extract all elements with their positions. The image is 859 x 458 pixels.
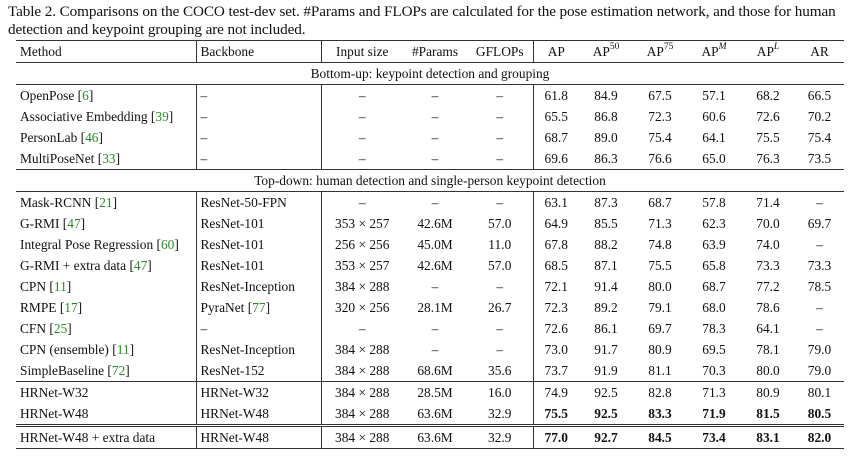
ap-cell: 68.5 — [544, 257, 568, 273]
header-ap: AP — [533, 41, 579, 63]
method-citation: 33 — [102, 150, 116, 166]
backbone-name: – — [200, 150, 208, 166]
method-cell: MultiPoseNet [33] — [16, 148, 196, 170]
method-name: G-RMI + extra data — [20, 257, 127, 273]
ar-cell: 78.5 — [807, 278, 832, 294]
gflops-cell: 57.0 — [467, 213, 533, 234]
gflops-cell: 32.9 — [467, 426, 533, 449]
ap75-cell: 81.1 — [648, 362, 672, 378]
apm-cell: 62.3 — [702, 215, 726, 231]
ap-cell: 77.0 — [533, 426, 579, 449]
method-name: HRNet-W32 — [20, 384, 89, 400]
ap75-cell: 69.7 — [648, 320, 672, 336]
gflops-cell: 32.9 — [467, 403, 533, 426]
ar-cell: 73.5 — [807, 150, 832, 166]
apl-cell: 78.6 — [756, 299, 780, 315]
apm-cell: 60.6 — [702, 108, 726, 124]
table-row — [16, 234, 844, 255]
ap50-cell: 86.8 — [594, 108, 618, 124]
params-cell: – — [431, 320, 439, 336]
method-citation: 11 — [53, 278, 67, 294]
ap75-cell: 68.7 — [648, 194, 672, 210]
ap50-cell: 88.2 — [594, 236, 618, 252]
backbone-name: HRNet-W48 — [200, 429, 269, 445]
backbone-name: – — [200, 108, 208, 124]
gflops-cell: – — [467, 85, 533, 107]
ar-cell: 80.5 — [807, 405, 832, 421]
table-row — [16, 339, 844, 360]
input-size-cell: 384 × 288 — [335, 278, 390, 294]
backbone-cell — [196, 339, 321, 360]
method-cell: OpenPose [6] — [16, 85, 196, 107]
method-cell: SimpleBaseline [72] — [16, 360, 196, 382]
method-cell: PersonLab [46] — [16, 127, 196, 148]
ar-cell: 82.0 — [795, 426, 844, 449]
apl-cell: 73.3 — [756, 257, 780, 273]
apl-cell: 70.0 — [756, 215, 780, 231]
method-cell — [16, 382, 196, 404]
method-name: CPN — [20, 278, 47, 294]
table-row — [16, 148, 844, 170]
method-name: HRNet-W48 — [20, 405, 89, 421]
params-cell: 28.5M — [403, 382, 467, 404]
method-name: OpenPose — [20, 87, 75, 103]
gflops-cell: 26.7 — [467, 297, 533, 318]
table-row — [16, 213, 844, 234]
input-size-cell: – — [358, 87, 366, 103]
apm-cell: 69.5 — [702, 341, 726, 357]
backbone-name: ResNet-Inception — [200, 341, 295, 357]
input-size-cell: 384 × 288 — [335, 405, 390, 421]
ar-cell: 75.4 — [807, 129, 832, 145]
header-backbone: Backbone — [196, 41, 321, 63]
apl-cell: 78.1 — [756, 341, 780, 357]
ap50-cell: 89.2 — [594, 299, 618, 315]
method-name: CFN — [20, 320, 47, 336]
ap75-cell: 80.9 — [648, 341, 672, 357]
apm-cell: 65.8 — [702, 257, 726, 273]
ar-cell: – — [816, 236, 823, 252]
method-citation: 47 — [67, 215, 81, 231]
apm-cell: 78.3 — [702, 320, 726, 336]
gflops-cell: – — [467, 148, 533, 170]
input-size-cell: – — [358, 129, 366, 145]
backbone-cell — [196, 360, 321, 382]
params-cell: – — [431, 194, 439, 210]
ap50-cell: 92.7 — [579, 426, 633, 449]
ar-cell: 70.2 — [807, 108, 832, 124]
apm-cell: 71.3 — [687, 382, 741, 404]
ap75-cell: 75.4 — [648, 129, 672, 145]
backbone-cell — [196, 106, 321, 127]
backbone-cell — [196, 318, 321, 339]
ap-cell: 72.3 — [544, 299, 568, 315]
method-cell: Associative Embedding [39] — [16, 106, 196, 127]
header-method: Method — [16, 41, 196, 63]
ap50-cell: 92.5 — [594, 405, 618, 421]
ap-cell: 72.1 — [544, 278, 568, 294]
backbone-name: ResNet-101 — [200, 236, 265, 252]
method-name: RMPE — [20, 299, 57, 315]
ap-cell: 63.1 — [544, 194, 568, 210]
table-body — [16, 63, 844, 449]
gflops-cell: – — [467, 127, 533, 148]
ap50-cell: 92.5 — [579, 382, 633, 404]
ap75-cell: 67.5 — [648, 87, 672, 103]
method-citation: 72 — [111, 362, 126, 378]
params-cell: – — [431, 87, 439, 103]
ap50-cell: 91.9 — [594, 362, 618, 378]
apl-cell: 83.1 — [741, 426, 795, 449]
method-citation: 21 — [99, 194, 113, 210]
ap75-cell: 83.3 — [648, 405, 672, 421]
section-header-row — [16, 170, 844, 192]
apl-cell: 77.2 — [756, 278, 780, 294]
apl-cell: 71.4 — [756, 194, 780, 210]
table-caption: Table 2. Comparisons on the COCO test-dev set. #Params and FLOPs are calculated for the pose estimation network, and those for human detection and keypoint grouping are not included. — [8, 3, 836, 38]
table-row — [16, 127, 844, 148]
backbone-name: ResNet-50-FPN — [200, 194, 287, 210]
apl-cell: 75.5 — [756, 129, 780, 145]
table-row — [16, 318, 844, 339]
method-citation: 39 — [155, 108, 169, 124]
backbone-name: ResNet-Inception — [200, 278, 295, 294]
method-citation: 17 — [64, 299, 78, 315]
table-row — [16, 403, 844, 426]
apl-cell: 81.5 — [756, 405, 780, 421]
ar-cell: 66.5 — [807, 87, 832, 103]
params-cell: 42.6M — [417, 215, 453, 231]
backbone-cell — [196, 127, 321, 148]
method-cell: CPN [11] — [16, 276, 196, 297]
section-header-row — [16, 63, 844, 85]
ap-cell: 75.5 — [544, 405, 568, 421]
params-cell: 63.6M — [417, 405, 453, 421]
method-name: PersonLab — [20, 129, 78, 145]
ap75-cell: 82.8 — [633, 382, 687, 404]
params-cell: 42.6M — [417, 257, 453, 273]
ap50-cell: 84.9 — [594, 87, 618, 103]
input-size-cell: 256 × 256 — [335, 236, 390, 252]
gflops-cell: – — [467, 192, 533, 214]
method-cell: G-RMI + extra data [47] — [16, 255, 196, 276]
method-name: CPN (ensemble) — [20, 341, 109, 357]
apm-cell: 68.7 — [702, 278, 726, 294]
backbone-cell — [196, 382, 321, 404]
input-size-cell: 353 × 257 — [335, 215, 390, 231]
table-row — [16, 382, 844, 404]
ar-cell: 80.1 — [795, 382, 844, 404]
header-params: #Params — [403, 41, 467, 63]
input-size-cell: – — [358, 108, 366, 124]
apl-cell: 72.6 — [756, 108, 780, 124]
backbone-cell — [196, 148, 321, 170]
backbone-cell — [196, 426, 321, 449]
input-size-cell: 384 × 288 — [335, 341, 390, 357]
backbone-name: ResNet-101 — [200, 215, 265, 231]
ar-cell: – — [816, 299, 823, 315]
ap75-cell: 76.6 — [648, 150, 672, 166]
ap-cell: 74.9 — [533, 382, 579, 404]
input-size-cell: – — [358, 150, 366, 166]
gflops-cell: – — [467, 339, 533, 360]
method-name: G-RMI — [20, 215, 60, 231]
section-title: Top-down: human detection and single-person keypoint detection — [16, 170, 844, 192]
method-cell: Integral Pose Regression [60] — [16, 234, 196, 255]
params-cell: 63.6M — [403, 426, 467, 449]
backbone-name: – — [200, 129, 208, 145]
method-cell — [16, 426, 196, 449]
gflops-cell: – — [467, 318, 533, 339]
apm-cell: 63.9 — [702, 236, 726, 252]
backbone-cell: PyraNet [77] — [196, 297, 321, 318]
gflops-cell: – — [467, 106, 533, 127]
backbone-name: ResNet-152 — [200, 362, 265, 378]
header-ap50: AP$^{50}$ — [579, 41, 633, 63]
method-cell: CPN (ensemble) [11] — [16, 339, 196, 360]
ap50-cell: 86.1 — [594, 320, 618, 336]
table-header-row — [16, 41, 844, 63]
ar-cell: – — [816, 194, 823, 210]
apl-cell: 80.9 — [741, 382, 795, 404]
backbone-cell — [196, 403, 321, 426]
gflops-cell: 57.0 — [467, 255, 533, 276]
method-name: MultiPoseNet — [20, 150, 95, 166]
params-cell: 45.0M — [417, 236, 453, 252]
ap75-cell: 72.3 — [648, 108, 672, 124]
params-cell: – — [431, 278, 439, 294]
table-row — [16, 192, 844, 214]
backbone-name: ResNet-101 — [200, 257, 265, 273]
method-citation: 60 — [160, 236, 175, 252]
ap75-cell: 79.1 — [648, 299, 672, 315]
table-row — [16, 360, 844, 382]
gflops-cell: – — [467, 276, 533, 297]
backbone-cell — [196, 255, 321, 276]
table-row — [16, 255, 844, 276]
method-cell — [16, 403, 196, 426]
table-row — [16, 426, 844, 449]
method-name: SimpleBaseline — [20, 362, 105, 378]
ap75-cell: 80.0 — [648, 278, 672, 294]
ar-cell: 69.7 — [807, 215, 832, 231]
backbone-name: HRNet-W32 — [200, 384, 269, 400]
ap-cell: 68.7 — [544, 129, 568, 145]
table-row — [16, 297, 844, 318]
input-size-cell: 384 × 288 — [321, 426, 403, 449]
ap-cell: 69.6 — [544, 150, 568, 166]
header-gflops: GFLOPs — [467, 41, 533, 63]
apl-cell: 68.2 — [756, 87, 780, 103]
comparison-table — [16, 40, 844, 449]
backbone-name: HRNet-W48 — [200, 405, 269, 421]
params-cell: – — [431, 150, 439, 166]
ap-cell: 72.6 — [544, 320, 568, 336]
method-name: Mask-RCNN — [20, 194, 92, 210]
gflops-cell: 11.0 — [467, 234, 533, 255]
method-cell: G-RMI [47] — [16, 213, 196, 234]
backbone-name: – — [200, 320, 208, 336]
apl-cell: 74.0 — [756, 236, 780, 252]
ap75-cell: 75.5 — [648, 257, 672, 273]
params-cell: – — [431, 341, 439, 357]
apl-cell: 64.1 — [756, 320, 780, 336]
method-cell: CFN [25] — [16, 318, 196, 339]
ar-cell: – — [816, 320, 823, 336]
ap-cell: 61.8 — [544, 87, 568, 103]
ap50-cell: 87.1 — [594, 257, 618, 273]
ap-cell: 67.8 — [544, 236, 568, 252]
params-cell: – — [431, 129, 439, 145]
header-ar: AR — [795, 41, 844, 63]
apm-cell: 64.1 — [702, 129, 726, 145]
ap-cell: 73.7 — [544, 362, 568, 378]
method-name: Associative Embedding — [20, 108, 148, 124]
apm-cell: 71.9 — [702, 405, 726, 421]
apl-cell: 80.0 — [756, 362, 780, 378]
ap50-cell: 91.4 — [594, 278, 618, 294]
apm-cell: 57.8 — [702, 194, 726, 210]
ap50-cell: 87.3 — [594, 194, 618, 210]
ap-cell: 73.0 — [544, 341, 568, 357]
backbone-cell — [196, 276, 321, 297]
ap75-cell: 71.3 — [648, 215, 672, 231]
params-cell: – — [431, 108, 439, 124]
apm-cell: 65.0 — [702, 150, 726, 166]
params-cell: 28.1M — [417, 299, 453, 315]
apm-cell: 70.3 — [702, 362, 726, 378]
ap-cell: 64.9 — [544, 215, 568, 231]
method-cell: RMPE [17] — [16, 297, 196, 318]
backbone-cell — [196, 213, 321, 234]
backbone-cell — [196, 192, 321, 214]
header-apm: $AP^M$ — [687, 41, 741, 63]
header-ap75: AP$^{75}$ — [633, 41, 687, 63]
apm-cell: 73.4 — [687, 426, 741, 449]
ap50-cell: 91.7 — [594, 341, 618, 357]
backbone-name: PyraNet — [200, 299, 245, 315]
params-cell: 68.6M — [417, 362, 453, 378]
ar-cell: 79.0 — [807, 341, 832, 357]
ap50-cell: 89.0 — [594, 129, 618, 145]
table-row — [16, 276, 844, 297]
ar-cell: 79.0 — [807, 362, 832, 378]
method-citation: 46 — [85, 129, 99, 145]
input-size-cell: 353 × 257 — [335, 257, 390, 273]
section-title: Bottom-up: keypoint detection and grouping — [16, 63, 844, 85]
gflops-cell: 35.6 — [467, 360, 533, 382]
ar-cell: 73.3 — [807, 257, 832, 273]
input-size-cell: 320 × 256 — [335, 299, 390, 315]
header-apl: $AP^L$ — [741, 41, 795, 63]
apl-cell: 76.3 — [756, 150, 780, 166]
table-row — [16, 106, 844, 127]
backbone-citation: 77 — [252, 299, 266, 315]
table-row — [16, 85, 844, 107]
ap75-cell: 74.8 — [648, 236, 672, 252]
ap-cell: 65.5 — [544, 108, 568, 124]
ap50-cell: 85.5 — [594, 215, 618, 231]
backbone-name: – — [200, 87, 208, 103]
ap75-cell: 84.5 — [633, 426, 687, 449]
input-size-cell: – — [358, 320, 366, 336]
method-citation: 11 — [116, 341, 130, 357]
input-size-cell: 384 × 288 — [321, 382, 403, 404]
method-name: Integral Pose Regression — [20, 236, 154, 252]
method-citation: 6 — [82, 87, 89, 103]
header-input-size: Input size — [321, 41, 403, 63]
method-citation: 47 — [133, 257, 148, 273]
backbone-cell — [196, 234, 321, 255]
ap50-cell: 86.3 — [594, 150, 618, 166]
method-citation: 25 — [53, 320, 68, 336]
method-name: HRNet-W48 + extra data — [20, 429, 156, 445]
gflops-cell: 16.0 — [467, 382, 533, 404]
input-size-cell: – — [358, 194, 366, 210]
input-size-cell: 384 × 288 — [335, 362, 390, 378]
apm-cell: 57.1 — [702, 87, 726, 103]
method-cell: Mask-RCNN [21] — [16, 192, 196, 214]
apm-cell: 68.0 — [702, 299, 726, 315]
backbone-cell — [196, 85, 321, 107]
